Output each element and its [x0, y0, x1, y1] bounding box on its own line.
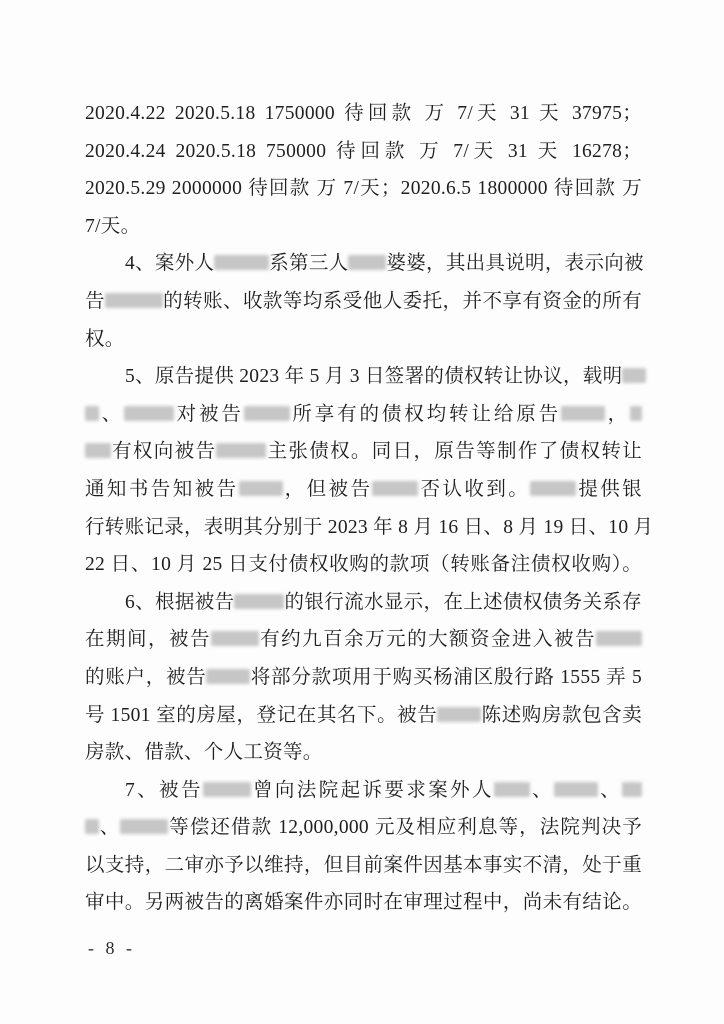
document-line [85, 734, 642, 772]
text-segment: 等偿还借款 12,000,000 元及相应利息等，法院判决予 [168, 817, 643, 839]
text-segment: 7/天。 [85, 215, 141, 237]
text-segment: 7、被告 [125, 779, 203, 801]
document-line [85, 546, 642, 584]
redaction-blob [372, 481, 418, 496]
redaction-blob [239, 481, 283, 496]
text-segment: 审中。另两被告的离婚案件亦同时在审理过程中，尚未有结论。 [85, 892, 642, 914]
text-segment: 房款、借款、个人工资等。 [85, 742, 323, 764]
text-segment: 曾向法院起诉要求案外人 [250, 779, 494, 801]
document-body [85, 95, 654, 922]
text-segment: 、 [529, 779, 554, 801]
text-segment: 主张债权。同日，原告等制作了债权转让 [266, 441, 642, 463]
document-line [85, 433, 642, 471]
text-segment: 2020.4.24 2020.5.18 750000 待回款 万 7/天 31 天 16278； [85, 140, 642, 162]
document-line [85, 283, 642, 321]
text-segment: 行转账记录，表明其分别于 2023 年 8 月 16 日、8 月 19 日、10 月 [85, 516, 654, 538]
redaction-blob [630, 406, 642, 421]
document-line [85, 847, 642, 885]
text-segment: 在期间，被告 [85, 629, 211, 651]
text-segment: 有约九百余万元的大额资金进入被告 [258, 629, 596, 651]
page-number: - 8 - [88, 938, 132, 958]
document-line [85, 697, 642, 735]
redaction-blob [211, 631, 259, 646]
redaction-blob [596, 631, 642, 646]
text-segment: 以支持，二审亦予以维持，但目前案件因基本事实不清，处于重 [85, 854, 642, 876]
document-line [85, 396, 642, 434]
redaction-blob [216, 443, 266, 458]
redaction-blob [206, 669, 250, 684]
redaction-blob [203, 782, 251, 797]
redaction-blob [234, 594, 284, 609]
text-segment: 权。 [85, 328, 125, 350]
redaction-blob [85, 406, 99, 421]
text-segment: 5、原告提供 2023 年 5 月 3 日签署的债权转让协议，载明 [125, 366, 623, 388]
document-line [85, 95, 642, 133]
text-segment: 2020.5.29 2000000 待回款 万 7/天；2020.6.5 1800000 待回款 万 [85, 178, 642, 200]
document-line [85, 884, 642, 922]
redaction-blob [120, 819, 168, 834]
redaction-blob [494, 782, 530, 797]
text-segment: 、 [99, 817, 121, 839]
text-segment: ， [605, 403, 630, 425]
text-segment: 否认收到。 [418, 478, 531, 500]
text-segment: 系第三人 [269, 253, 349, 275]
text-segment: 4、案外人 [125, 253, 215, 275]
text-segment: 的转账、收款等均系受他人委托，并不享有资金的所有 [162, 290, 642, 312]
document-line [85, 133, 642, 171]
document-line [85, 772, 642, 810]
text-segment: 的银行流水显示，在上述债权债务关系存 [284, 591, 642, 613]
redaction-blob [437, 707, 481, 722]
redaction-blob [85, 819, 99, 834]
text-segment: 通知书告知被告 [85, 478, 239, 500]
text-segment: 将部分款项用于购买杨浦区殷行路 1555 弄 5 [250, 666, 642, 688]
text-segment: 、 [99, 403, 124, 425]
text-segment: 告 [85, 290, 105, 312]
text-segment: 、 [597, 779, 622, 801]
redaction-blob [622, 782, 642, 797]
document-line [85, 809, 642, 847]
text-segment: ，但被告 [282, 478, 373, 500]
document-line [85, 621, 642, 659]
document-line [85, 245, 642, 283]
redaction-blob [561, 406, 605, 421]
document-line [85, 170, 642, 208]
text-segment: 号 1501 室的房屋，登记在其名下。被告 [85, 704, 438, 726]
document-line [85, 584, 642, 622]
document-line [85, 321, 642, 359]
redaction-blob [105, 293, 163, 308]
text-segment: 对被告 [173, 403, 244, 425]
document-line [85, 358, 642, 396]
redaction-blob [622, 368, 646, 383]
redaction-blob [124, 406, 174, 421]
redaction-blob [214, 255, 269, 270]
document-line [85, 471, 642, 509]
redaction-blob [348, 255, 386, 270]
redaction-blob [530, 481, 576, 496]
text-segment: 的账户，被告 [85, 666, 207, 688]
document-line [85, 659, 642, 697]
text-segment: 婆婆，其出具说明，表示向被 [386, 253, 644, 275]
redaction-blob [85, 443, 111, 458]
redaction-blob [554, 782, 598, 797]
text-segment: 6、根据被告 [125, 591, 235, 613]
text-segment: 22 日、10 月 25 日支付债权收购的款项（转账备注债权收购）。 [85, 554, 642, 576]
text-segment: 有权向被告 [111, 441, 217, 463]
redaction-blob [244, 406, 290, 421]
text-segment: 所享有的债权均转让给原告 [289, 403, 562, 425]
text-segment: 陈述购房款包含卖 [481, 704, 642, 726]
document-line [85, 208, 642, 246]
text-segment: 2020.4.22 2020.5.18 1750000 待回款 万 7/天 31 天 37975； [85, 103, 642, 124]
text-segment: 提供银 [576, 478, 642, 500]
document-line [85, 509, 654, 547]
